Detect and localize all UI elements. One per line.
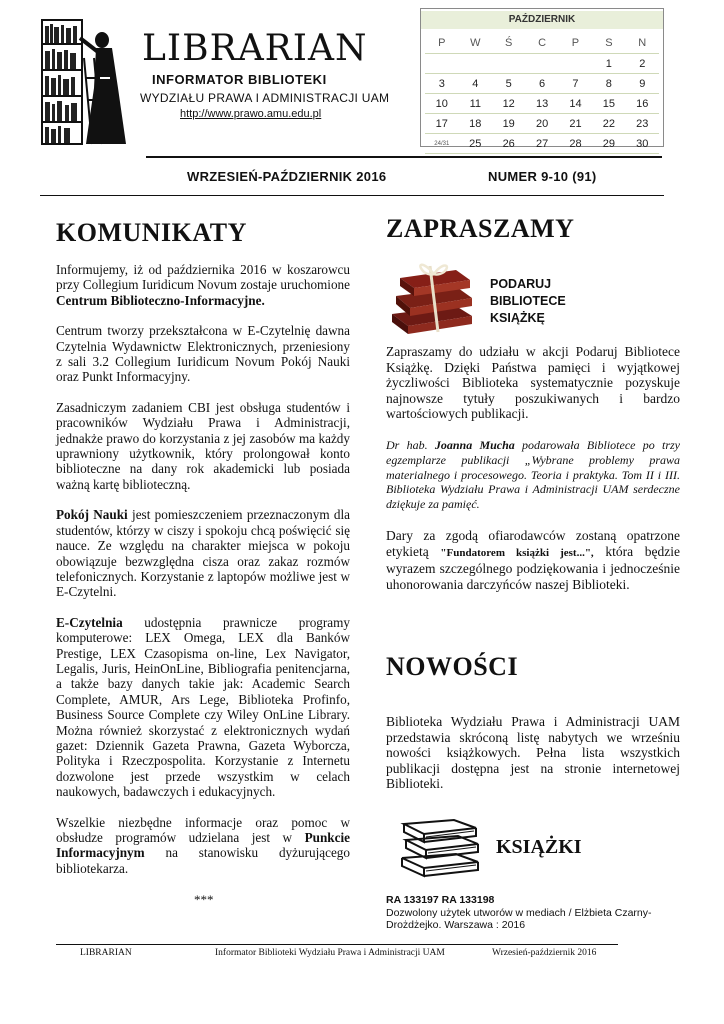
footer-center: Informator Biblioteki Wydziału Prawa i Administracji UAM (215, 948, 445, 958)
calendar (420, 8, 664, 150)
day: 15 (592, 94, 625, 114)
section-separator: *** (194, 892, 214, 907)
website-link[interactable]: http://www.prawo.amu.edu.pl (180, 108, 322, 120)
day (425, 54, 459, 74)
heading-zapraszamy: ZAPRASZAMY (386, 214, 575, 243)
books-stack-icon (398, 818, 484, 878)
masthead-faculty: WYDZIAŁU PRAWA I ADMINISTRACJI UAM (140, 91, 390, 105)
books-label: KSIĄŻKI (496, 836, 582, 858)
day: 5 (492, 74, 525, 94)
paragraph: Wszelkie niezbędne informacje oraz pomoc w obsłudze programów udzielana jest w Punkcie Informacyjnym na stanowisku dyżurującego bibliotekarza. (56, 814, 350, 876)
day: 9 (626, 74, 659, 94)
weekday: P (425, 33, 459, 54)
paragraph: Zasadniczym zadaniem CBI jest obsługa studentów i pracowników Wydziału Prawa i Administracji, jednakże prawo do korzystania z jej zasobów ma każdy uprawniony użytkownik, który prolongował konto biblioteczne na dany rok akademicki lub posiada ważną kartę biblioteczną. (56, 399, 350, 492)
day (525, 54, 558, 74)
donate-badge (490, 276, 566, 327)
day: 8 (592, 74, 625, 94)
paragraph: Informujemy, iż od października 2016 w koszarowcu przy Collegium Iuridicum Novum zostaje uruchomione Centrum Biblioteczno-Informacyjne. (56, 262, 350, 308)
day: 20 (525, 114, 558, 134)
day: 1 (592, 54, 625, 74)
day: 12 (492, 94, 525, 114)
day: 18 (459, 114, 492, 134)
issue-date: WRZESIEŃ-PAŹDZIERNIK 2016 (187, 169, 387, 184)
issue-number: NUMER 9-10 (91) (488, 169, 597, 184)
day: 22 (592, 114, 625, 134)
librarian-illustration (40, 18, 132, 146)
book-entry (386, 894, 686, 932)
paragraph: Zapraszamy do udziału w akcji Podaruj Bibliotece Książkę. Dzięki Państwa pamięci i wyjątkowej życzliwości Biblioteka systematycznie pozyskuje najnowsze tytuły poszukiwanych i bardzo wartościowych publikacji. (386, 344, 680, 422)
day: 2 (626, 54, 659, 74)
day: 30 (626, 134, 659, 154)
weekday: W (459, 33, 492, 54)
weekday: S (592, 33, 625, 54)
paragraph: Dr hab. Joanna Mucha podarowała Bibliotece po trzy egzemplarze publikacji „Wybrane problemy prawa materialnego i procesowego. Teoria i praktyka. Tom II i III. Biblioteka Wydziału Prawa i Administracji UAM serdeczne dziękuje za pamięć. (386, 437, 680, 512)
paragraph: Pokój Nauki jest pomieszczeniem przeznaczonym dla studentów, którzy w ciszy i spokoju chcą poświęcić się nauce. Ze względu na charakter miejsca w pokoju obowiązuje bezwzględna cisza oraz zakaz rozmów telefonicznych. Korzystanie z laptopów możliwe jest w E-Czytelni. (56, 507, 350, 600)
day: 23 (626, 114, 659, 134)
day: 25 (459, 134, 492, 154)
footer-right: Wrzesień-październik 2016 (492, 948, 597, 958)
day: 28 (559, 134, 592, 154)
weekday: P (559, 33, 592, 54)
calendar-grid (425, 33, 659, 154)
day: 13 (525, 94, 558, 114)
masthead-subtitle: INFORMATOR BIBLIOTEKI (152, 72, 327, 87)
day: 29 (592, 134, 625, 154)
paragraph: Dary za zgodą ofiarodawców zostaną opatrzone etykietą "Fundatorem książki jest...", która będzie wyrazem szczególnego podziękowania i jednocześnie uhonorowania darczyńców naszej Biblioteki. (386, 527, 680, 592)
paragraph: Centrum tworzy przekształcona w E-Czytelnię dawna Czytelnia Wydawnictw Elektronicznych, przeniesiony z sali 3.2 Collegium Iuridicum Novum Pokój Nauki oraz Punkt Informacyjny. (56, 323, 350, 385)
zapraszamy-column (386, 344, 680, 607)
komunikaty-column (56, 262, 350, 891)
day: 16 (626, 94, 659, 114)
day: 4 (459, 74, 492, 94)
day: 21 (559, 114, 592, 134)
badge-line: PODARUJ (490, 277, 552, 291)
footer-rule (56, 944, 618, 945)
week-label: 24/31 (425, 134, 459, 154)
weekday: Ś (492, 33, 525, 54)
day (492, 54, 525, 74)
book-description: Dozwolony użytek utworów w mediach / Elżbieta Czarny-Drożdżejko. Warszawa : 2016 (386, 906, 652, 932)
day: 14 (559, 94, 592, 114)
heading-nowosci: NOWOŚCI (386, 652, 519, 681)
weekday: N (626, 33, 659, 54)
badge-line: BIBLIOTECE (490, 294, 566, 308)
day: 11 (459, 94, 492, 114)
day: 27 (525, 134, 558, 154)
heading-komunikaty: KOMUNIKATY (56, 218, 247, 247)
day (459, 54, 492, 74)
day: 26 (492, 134, 525, 154)
day: 3 (425, 74, 459, 94)
weekday: C (525, 33, 558, 54)
day: 19 (492, 114, 525, 134)
day: 17 (425, 114, 459, 134)
day: 10 (425, 94, 459, 114)
top-rule (146, 156, 662, 158)
day (559, 54, 592, 74)
paragraph: E-Czytelnia udostępnia prawnicze programy komputerowe: LEX Omega, LEX dla Banków Prestige, LEX Czasopisma on-line, Lex Navigator, Legalis, Juris, HeinOnLine, Bibliografia penitencjarna, a także bazy danych takie jak: Academic Search Complete, AMUR, Ars Lege, Biblioteka Profinfo, Business Source Complete czy Wiley OnLine Library. Można również skorzystać z elektronicznych wydań gazet: Dziennik Gazeta Prawna, Gazeta Wyborcza, Polityka i Rzeczpospolita. Korzystanie z Internetu dozwolone jest przede wszystkim w celach naukowych, badawczych i edukacyjnych. (56, 614, 350, 800)
calendar-month: PAŹDZIERNIK (421, 11, 663, 29)
day: 6 (525, 74, 558, 94)
day: 7 (559, 74, 592, 94)
badge-line: KSIĄŻKĘ (490, 311, 545, 325)
issue-rule (40, 195, 664, 196)
book-signature: RA 133197 RA 133198 (386, 894, 495, 906)
nowosci-column (386, 714, 680, 807)
paragraph: Biblioteka Wydziału Prawa i Administracji UAM przedstawia skróconą listę nabytych we wrześniu nowości książkowych. Pełna lista wszystkich publikacji dostępna jest na stronie internetowej Biblioteki. (386, 714, 680, 792)
masthead-title: LIBRARIAN (142, 28, 368, 69)
footer-left: LIBRARIAN (80, 948, 132, 958)
gift-books-icon (386, 256, 480, 336)
